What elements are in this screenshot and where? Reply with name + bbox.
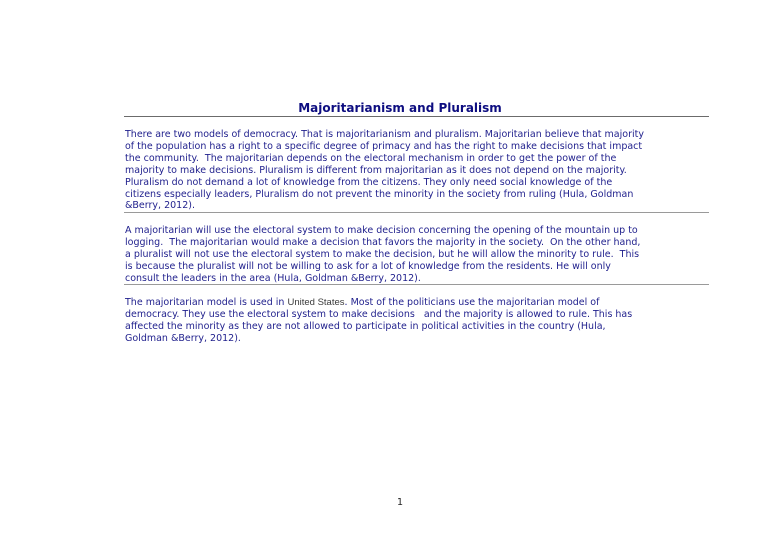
paragraph-1-line: Pluralism do not demand a lot of knowledge from the citizens. They only need social knowledge of the	[125, 176, 613, 188]
paragraph-3-line: affected the minority as they are not allowed to participate in political activities in the country (Hula,	[125, 320, 606, 332]
paragraph-2-line: A majoritarian will use the electoral system to make decision concerning the opening of the mountain up to	[125, 225, 638, 236]
inline-country-text: United States	[287, 297, 345, 308]
paragraph-2-line: logging. The majoritarian would make a decision that favors the majority in the society. On the other hand,	[125, 236, 641, 248]
paragraph-3-text: The majoritarian model is used in	[125, 297, 288, 308]
paragraph-1	[125, 129, 685, 212]
paragraph-2-line: consult the leaders in the area (Hula, Goldman &Berry, 2012).	[125, 272, 421, 284]
paragraph-3-line	[125, 297, 685, 309]
title-underline-rule	[124, 116, 709, 117]
paragraph-3-text: . Most of the politicians use the majoritarian model of	[344, 297, 600, 308]
paragraph-2-line: a pluralist will not use the electoral system to make the decision, but he will allow the minority to rule. This	[125, 248, 640, 260]
paragraph-1-line: &Berry, 2012).	[125, 200, 195, 212]
paragraph-3	[125, 297, 685, 345]
paragraph-2	[125, 225, 685, 285]
page-number: 1	[396, 497, 404, 508]
document-title: Majoritarianism and Pluralism	[298, 101, 502, 115]
paragraph-3-line: Goldman &Berry, 2012).	[125, 332, 241, 344]
paragraph-divider	[124, 284, 709, 285]
paragraph-1-line: of the population has a right to a specific degree of primacy and has the right to make decisions that impact	[125, 140, 643, 152]
paragraph-divider	[124, 212, 709, 213]
paragraph-1-line: majority to make decisions. Pluralism is different from majoritarian as it does not depend on the majority.	[125, 164, 627, 176]
paragraph-1-line: the community. The majoritarian depends on the electoral mechanism in order to get the power of the	[125, 152, 617, 164]
paragraph-1-line: citizens especially leaders, Pluralism do not prevent the minority in the society from ruling (Hula, Goldman	[125, 188, 634, 200]
paragraph-3-line: democracy. They use the electoral system to make decisions and the majority is allowed to rule. This has	[125, 308, 633, 320]
paragraph-2-line: is because the pluralist will not be willing to ask for a lot of knowledge from the residents. He will only	[125, 260, 611, 272]
paragraph-1-line: There are two models of democracy. That is majoritarianism and pluralism. Majoritarian believe that majority	[125, 129, 644, 140]
